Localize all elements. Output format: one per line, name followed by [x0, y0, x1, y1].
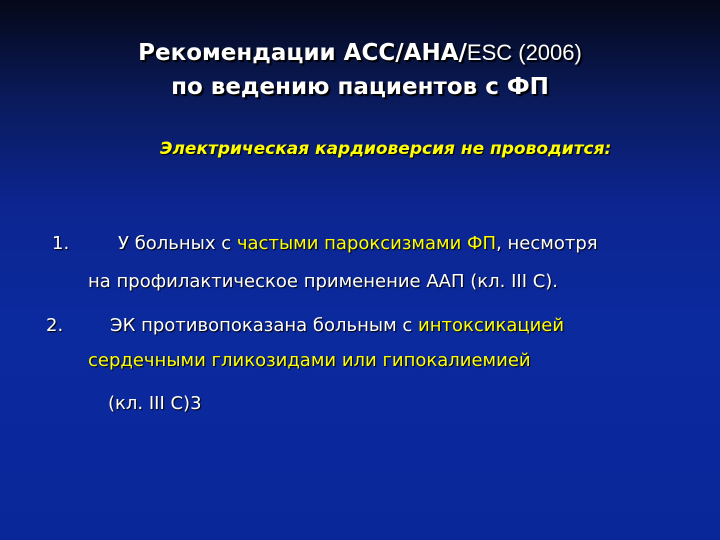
title-line-1-main: Рекомендации АСС/АНА/	[138, 40, 467, 66]
list-item-1-highlight: частыми пароксизмами ФП	[236, 233, 497, 254]
list-item-2-prefix: ЭК противопоказана больным с	[110, 315, 419, 336]
list-item-2-number: 2.	[46, 315, 64, 336]
title-line-1	[0, 36, 720, 70]
list-item-1-number: 1.	[52, 233, 70, 254]
list-item-2-highlight: интоксикацией	[418, 315, 565, 336]
list-item-1-line-1	[118, 228, 598, 260]
list-item-2-line-3: (кл. III C)3	[108, 393, 202, 414]
title-line-1-suffix: ESC (2006)	[466, 40, 582, 65]
list-item-1-suffix: , несмотря	[496, 233, 598, 254]
slide-title	[0, 36, 720, 104]
list-item-2-line-2: сердечными гликозидами или гипокалиемией	[88, 350, 531, 371]
list-item-1-prefix: У больных с	[118, 233, 237, 254]
title-line-2: по ведению пациентов с ФП	[171, 74, 549, 100]
list-item-2-line-1	[110, 310, 564, 342]
slide-subtitle: Электрическая кардиоверсия не проводится:	[160, 139, 612, 159]
list-item-1-line-2: на профилактическое применение ААП (кл. III C).	[88, 271, 559, 292]
